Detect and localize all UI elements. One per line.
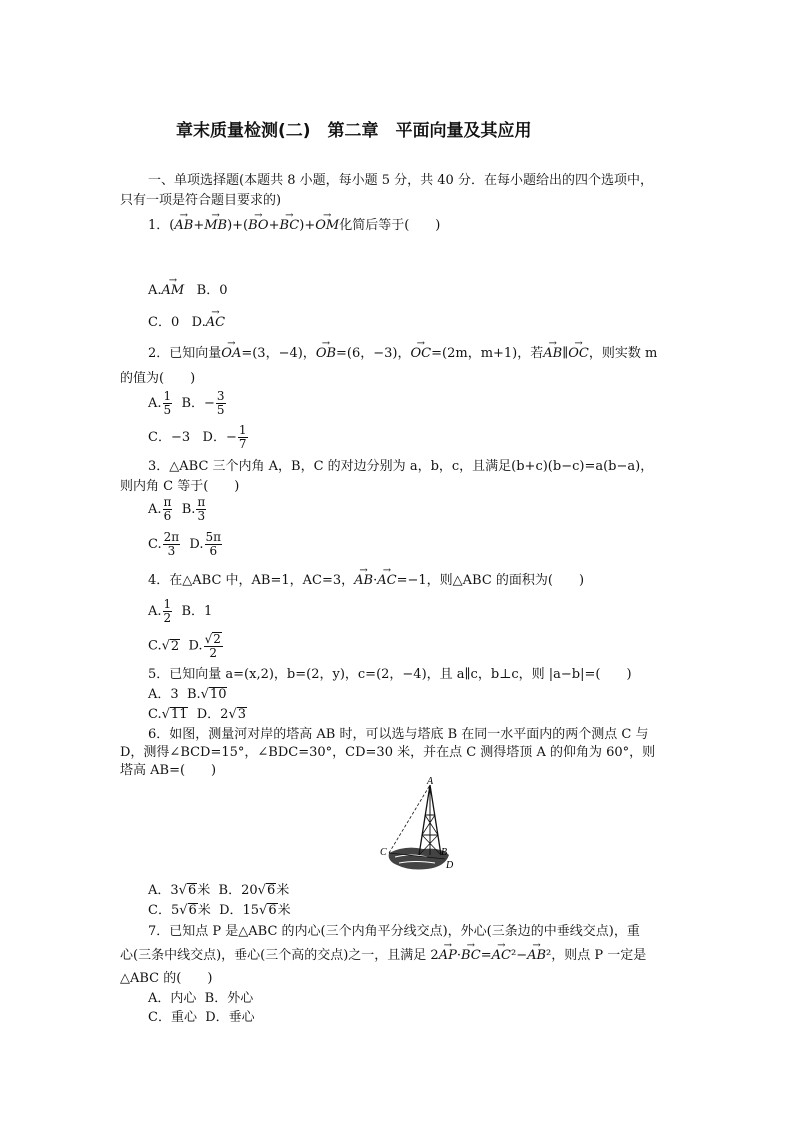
question-3-options-cd: C. $\frac{2\pi}{3}$ D. $\frac{5\pi}{6}$	[148, 530, 222, 558]
question-2-options-cd: C．−3 D．− $\frac{1}{7}$	[148, 423, 247, 451]
question-3-options-ab: A. $\frac{\pi}{6}$ B. $\frac{\pi}{3}$	[148, 495, 206, 523]
question-1-stem: 1．(→ AB+→ MB)+(→ BO+→ BC)+→ OM化简后等于( )	[148, 218, 440, 234]
question-7-options-cd: C．重心 D．垂心	[148, 1010, 255, 1025]
question-4-stem: 4．在△ABC 中，AB=1，AC=3，→ AB·→ AC=−1，则△ABC 的面积为( )	[148, 573, 584, 589]
question-5-options-cd: C.√11 D．2√3	[148, 707, 247, 722]
page-title: 章末质量检测(二) 第二章 平面向量及其应用	[176, 121, 532, 141]
question-6-line2: D，测得∠BCD=15°，∠BDC=30°，CD=30 米，并在点 C 测得塔顶 A 的仰角为 60°，则	[120, 745, 656, 760]
question-3-line2: 则内角 C 等于( )	[120, 479, 240, 494]
question-1-options-cd: C．0 D.→ AC	[148, 315, 225, 331]
question-3-line1: 3．△ABC 三个内角 A，B，C 的对边分别为 a，b，c，且满足(b+c)(b−c)=a(b−a)，	[148, 459, 654, 474]
label-D: D	[446, 860, 454, 871]
tower-figure	[375, 775, 465, 875]
label-A: A	[427, 776, 434, 787]
question-1-options-ab: A.→ AM B．0	[148, 283, 227, 299]
question-2-options-ab: A. $\frac{1}{5}$ B．− $\frac{3}{5}$	[148, 389, 225, 417]
question-4-options-ab: A. $\frac{1}{2}$ B．1	[148, 597, 213, 625]
question-6-line3: 塔高 AB=( )	[120, 763, 217, 778]
question-2-stem-line2: 的值为( )	[120, 371, 196, 386]
question-6-options-cd: C．5√6米 D．15√6米	[148, 903, 291, 918]
question-5-stem: 5．已知向量 a=(x,2)，b=(2，y)，c=(2，−4)，且 a∥c，b⊥c，则 |a−b|=( )	[148, 667, 632, 682]
question-7-line1: 7．已知点 P 是△ABC 的内心(三个内角平分线交点)，外心(三条边的中垂线交点)，重	[148, 924, 640, 939]
section-header-line2: 只有一项是符合题目要求的)	[120, 193, 282, 208]
question-6-options-ab: A．3√6米 B．20√6米	[148, 883, 290, 898]
question-7-options-ab: A．内心 B．外心	[148, 991, 254, 1006]
section-header-line1: 一、单项选择题(本题共 8 小题，每小题 5 分，共 40 分．在每小题给出的四个选项中，	[148, 173, 653, 188]
question-7-line2: 心(三条中线交点)，垂心(三个高的交点)之一，且满足 2→ AP·→ BC=→ AC²−→ AB²，则点 P 一定是	[120, 948, 646, 964]
question-7-line3: △ABC 的( )	[120, 971, 213, 986]
question-2-stem: 2．已知向量→ OA=(3，−4)，→ OB=(6，−3)，→ OC=(2m，m+1)，若→ AB∥→ OC，则实数 m	[148, 346, 657, 362]
label-B: B	[441, 847, 448, 858]
question-5-options-ab: A．3 B.√10	[148, 687, 227, 702]
question-6-line1: 6．如图，测量河对岸的塔高 AB 时，可以选与塔底 B 在同一水平面内的两个测点 C 与	[148, 727, 649, 742]
question-4-options-cd: C.√2 D. $\frac{√2}{2}$	[148, 632, 221, 660]
label-C: C	[380, 847, 387, 858]
